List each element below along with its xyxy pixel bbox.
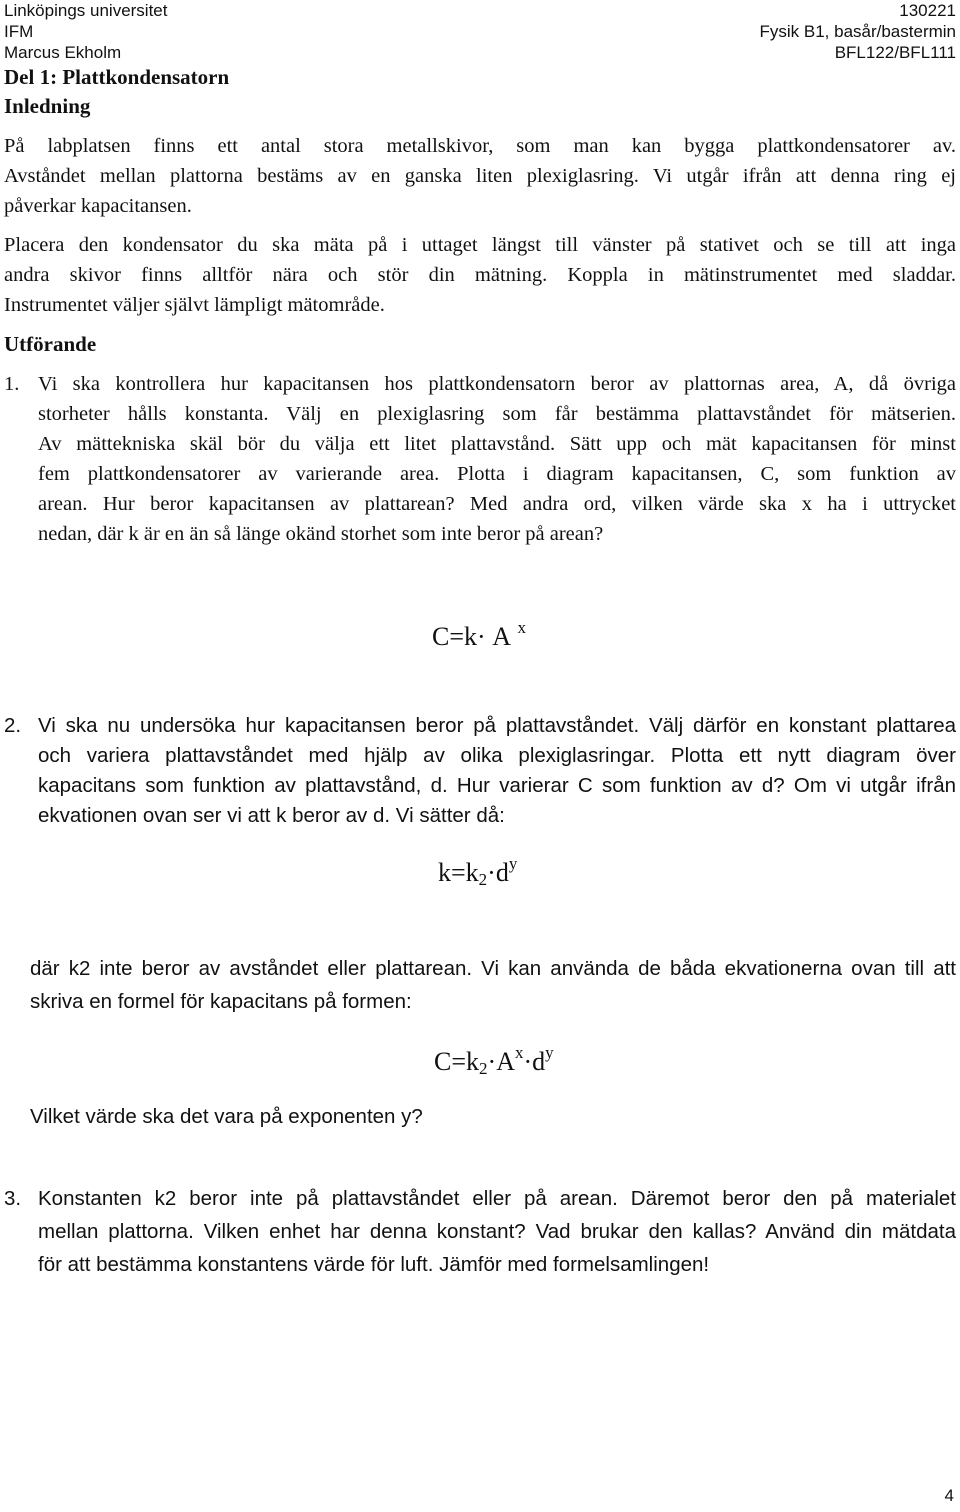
text-line: Placera den kondensator du ska mäta på i uttaget längst till vänster på stativet och se till att inga bbox=[4, 234, 956, 256]
formula-exponent: x bbox=[517, 618, 526, 637]
item-number: 1. bbox=[4, 373, 20, 395]
procedure-item-2 bbox=[4, 711, 956, 831]
page-number: 4 bbox=[944, 1486, 954, 1505]
intro-heading: Inledning bbox=[4, 94, 91, 118]
header-author: Marcus Ekholm bbox=[4, 43, 122, 62]
section-title: Del 1: Plattkondensatorn bbox=[4, 65, 230, 89]
text-line: Av mättekniska skäl bör du välja ett litet plattavstånd. Sätt upp och mät kapacitansen för minst bbox=[38, 433, 956, 455]
formula-lhs: k=k bbox=[438, 858, 479, 887]
question-exponent-y bbox=[30, 1102, 956, 1132]
intro-paragraph-1 bbox=[4, 131, 956, 221]
text-line: Vi ska kontrollera hur kapacitansen hos plattkondensatorn beror av plattornas area, A, då övriga bbox=[38, 373, 956, 395]
text-line: Avståndet mellan plattorna bestäms av en ganska liten plexiglasring. Vi utgår ifrån att denna ring ej bbox=[4, 165, 956, 187]
formula-dot: · bbox=[477, 622, 486, 651]
formula-dot: · bbox=[523, 1047, 533, 1076]
text-line: arean. Hur beror kapacitansen av plattarean? Med andra ord, vilken värde ska x ha i uttrycket bbox=[38, 493, 956, 515]
header-date: 130221 bbox=[899, 1, 956, 20]
text-line: Vilket värde ska det vara på exponenten y? bbox=[30, 1105, 423, 1128]
formula-capacitance-area bbox=[432, 618, 526, 652]
formula-lhs: C=k bbox=[432, 622, 478, 651]
formula-capacitance-combined bbox=[434, 1043, 554, 1079]
text-line: för att bestämma konstantens värde för luft. Jämför med formelsamlingen! bbox=[38, 1253, 710, 1276]
intro-paragraph-2 bbox=[4, 230, 956, 320]
header-university: Linköpings universitet bbox=[4, 1, 168, 20]
formula-exponent: y bbox=[508, 854, 518, 873]
formula-var: A bbox=[496, 1047, 515, 1076]
formula-var: A bbox=[492, 622, 511, 651]
item-number: 2. bbox=[4, 714, 22, 737]
formula-dot: · bbox=[487, 858, 496, 887]
header-department: IFM bbox=[4, 22, 34, 41]
formula-var: d bbox=[532, 1047, 546, 1076]
text-line: andra skivor finns alltför nära och stör din mätning. Koppla in mätinstrumentet med sladdar. bbox=[4, 264, 956, 286]
item-2-continuation bbox=[30, 952, 956, 1018]
text-line: ekvationen ovan ser vi att k beror av d. Vi sätter då: bbox=[38, 804, 505, 827]
text-line: skriva en formel för kapacitans på formen: bbox=[30, 990, 412, 1013]
text-line: Vi ska nu undersöka hur kapacitansen beror på plattavståndet. Välj därför en konstant plattarea bbox=[38, 714, 956, 737]
text-line: påverkar kapacitansen. bbox=[4, 195, 192, 217]
item-number: 3. bbox=[4, 1187, 22, 1210]
text-line: kapacitans som funktion av plattavstånd, d. Hur varierar C som funktion av d? Om vi utgår ifrån bbox=[38, 774, 956, 797]
header-course-code: BFL122/BFL111 bbox=[834, 43, 956, 62]
formula-subscript: 2 bbox=[479, 1059, 488, 1078]
formula-var: d bbox=[495, 858, 509, 887]
formula-subscript: 2 bbox=[478, 870, 488, 889]
text-line: och variera plattavståndet med hjälp av olika plexiglasringar. Plotta ett nytt diagram över bbox=[38, 744, 956, 767]
formula-dot: · bbox=[487, 1047, 497, 1076]
text-line: mellan plattorna. Vilken enhet har denna konstant? Vad brukar den kallas? Använd din mätdata bbox=[38, 1220, 956, 1243]
formula-k-distance bbox=[438, 854, 517, 890]
text-line: där k2 inte beror av avståndet eller plattarean. Vi kan använda de båda ekvationerna ovan till att bbox=[30, 957, 956, 980]
text-line: nedan, där k är en än så länge okänd storhet som inte beror på arean? bbox=[38, 523, 604, 545]
formula-exponent: y bbox=[545, 1043, 554, 1062]
text-line: fem plattkondensatorer av varierande area. Plotta i diagram kapacitansen, C, som funktion av bbox=[38, 463, 956, 485]
header-course: Fysik B1, basår/bastermin bbox=[759, 22, 956, 41]
text-line: Instrumentet väljer självt lämpligt mätområde. bbox=[4, 294, 385, 316]
text-line: På labplatsen finns ett antal stora metallskivor, som man kan bygga plattkondensatorer av. bbox=[4, 135, 956, 157]
procedure-heading: Utförande bbox=[4, 332, 97, 356]
text-line: Konstanten k2 beror inte på plattavståndet eller på arean. Däremot beror den på materialet bbox=[38, 1187, 956, 1210]
formula-exponent: x bbox=[514, 1043, 524, 1062]
text-line: storheter hålls konstanta. Välj en plexiglasring som får bestämma plattavståndet för mätserien. bbox=[38, 403, 956, 425]
procedure-item-3 bbox=[4, 1182, 956, 1281]
procedure-item-1 bbox=[4, 369, 956, 549]
formula-lhs: C=k bbox=[434, 1047, 480, 1076]
